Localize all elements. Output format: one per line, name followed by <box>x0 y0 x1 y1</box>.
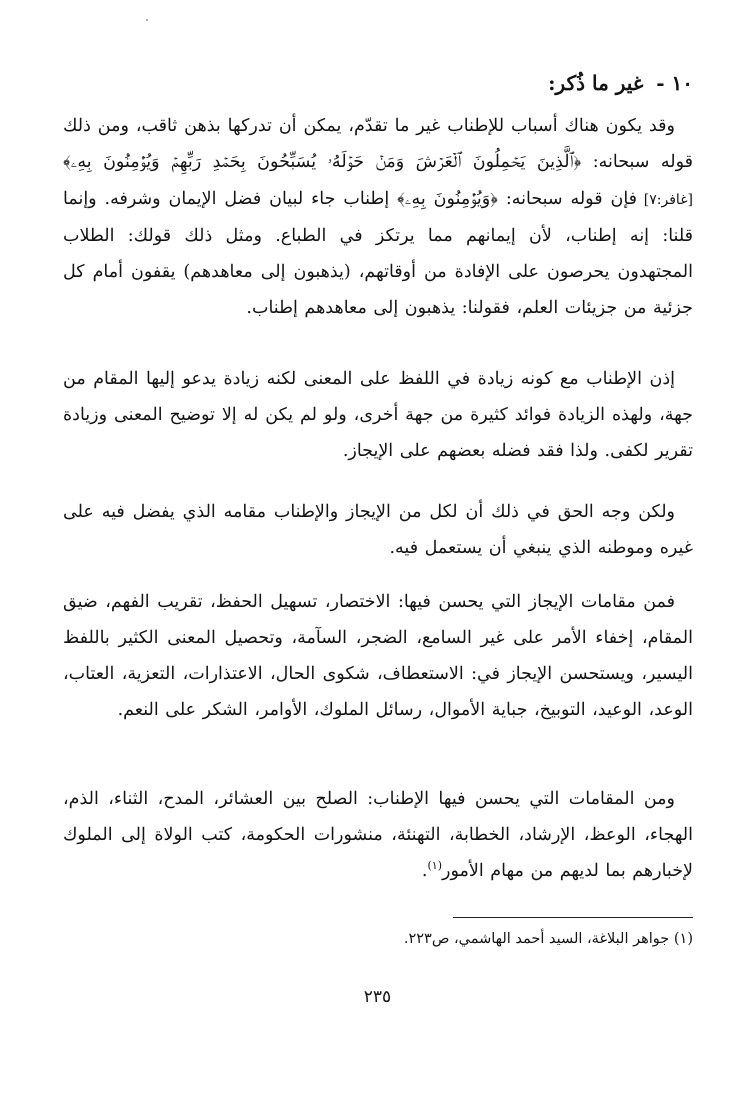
quran-verse: ﴿ٱلَّذِينَ يَحۡمِلُونَ ٱلۡعَرۡشَ وَمَنۡ حَوۡلَهُۥ يُسَبِّحُونَ بِحَمۡدِ رَبِّهِمۡ وَيُؤۡمِنُونَ بِهِۦ﴾ <box>63 152 582 172</box>
section-title: غير ما ذُكر: <box>548 71 644 95</box>
paragraph-1-rest: إطناب جاء لبيان فضل الإيمان وشرفه. وإنما قلنا: إنه إطناب، لأن إيمانهم مما يرتكز في الطباع. ومثل ذلك قولك: الطلاب المجتهدون يحرصون على الإفادة من أوقاتهم، (يذهبون إلى معاهدهم) يقفون أمام كل جزئية من جزيئات العلم، فقولنا: يذهبون إلى معاهدهم إطناب. <box>63 189 693 318</box>
scan-speck <box>146 19 148 21</box>
paragraph-4 <box>63 584 693 728</box>
paragraph-1 <box>63 108 693 326</box>
footnote <box>63 927 693 951</box>
quran-verse-excerpt: ﴿وَيُؤۡمِنُونَ بِهِۦ﴾ <box>397 189 498 209</box>
section-number: ١٠ - <box>656 71 693 95</box>
verse-reference: [غافر:٧] <box>637 192 693 208</box>
paragraph-5-text: ومن المقامات التي يحسن فيها الإطناب: الصلح بين العشائر، المدح، الثناء، الذم، الهجاء، الوعظ، الإرشاد، الخطابة، التهنئة، منشورات الحكومة، كتب الولاة إلى الملوك لإخبارهم بما لديهم من مهام الأمور <box>63 789 693 881</box>
section-heading <box>63 68 693 98</box>
footnote-marker: (١) <box>427 859 443 873</box>
paragraph-1-bridge: فإن قوله سبحانه: <box>497 189 638 209</box>
paragraph-3 <box>63 494 693 566</box>
paragraph-5 <box>63 781 693 889</box>
footnote-number: (١) <box>673 931 693 947</box>
paragraph-4-text: فمن مقامات الإيجاز التي يحسن فيها: الاختصار، تسهيل الحفظ، تقريب الفهم، ضيق المقام، إخفاء الأمر على غير السامع، الضجر، السآمة، وتحصيل المعنى الكثير باللفظ اليسير، ويستحسن الإيجاز في: الاستعطاف، شكوى الحال، الاعتذارات، التعزية، العتاب، الوعد، الوعيد، التوبيخ، جباية الأموال، رسائل الملوك، الأوامر، الشكر على النعم. <box>63 592 693 720</box>
footnote-divider <box>453 917 693 918</box>
page-number: ٢٣٥ <box>363 987 392 1007</box>
paragraph-3-text: ولكن وجه الحق في ذلك أن لكل من الإيجاز والإطناب مقامه الذي يفضل فيه على غيره وموطنه الذي ينبغي أن يستعمل فيه. <box>63 502 693 558</box>
paragraph-2-text: إذن الإطناب مع كونه زيادة في اللفظ على المعنى لكنه زيادة يدعو إليها المقام من جهة، ولهذه الزيادة فوائد كثيرة من جهة أخرى، ولو لم يكن له إلا توضيح المعنى وزيادة تقرير لكفى. ولذا فقد فضله بعضهم على الإيجاز. <box>63 369 693 461</box>
footnote-text: جواهر البلاغة، السيد أحمد الهاشمي، ص٢٢٣. <box>403 931 674 947</box>
paragraph-5-end: . <box>421 861 428 881</box>
paragraph-1-intro: وقد يكون هناك أسباب للإطناب غير ما تقدّم، يمكن أن تدركها بذهن ثاقب، ومن ذلك قوله سبحانه: <box>63 116 694 172</box>
paragraph-2 <box>63 361 693 469</box>
